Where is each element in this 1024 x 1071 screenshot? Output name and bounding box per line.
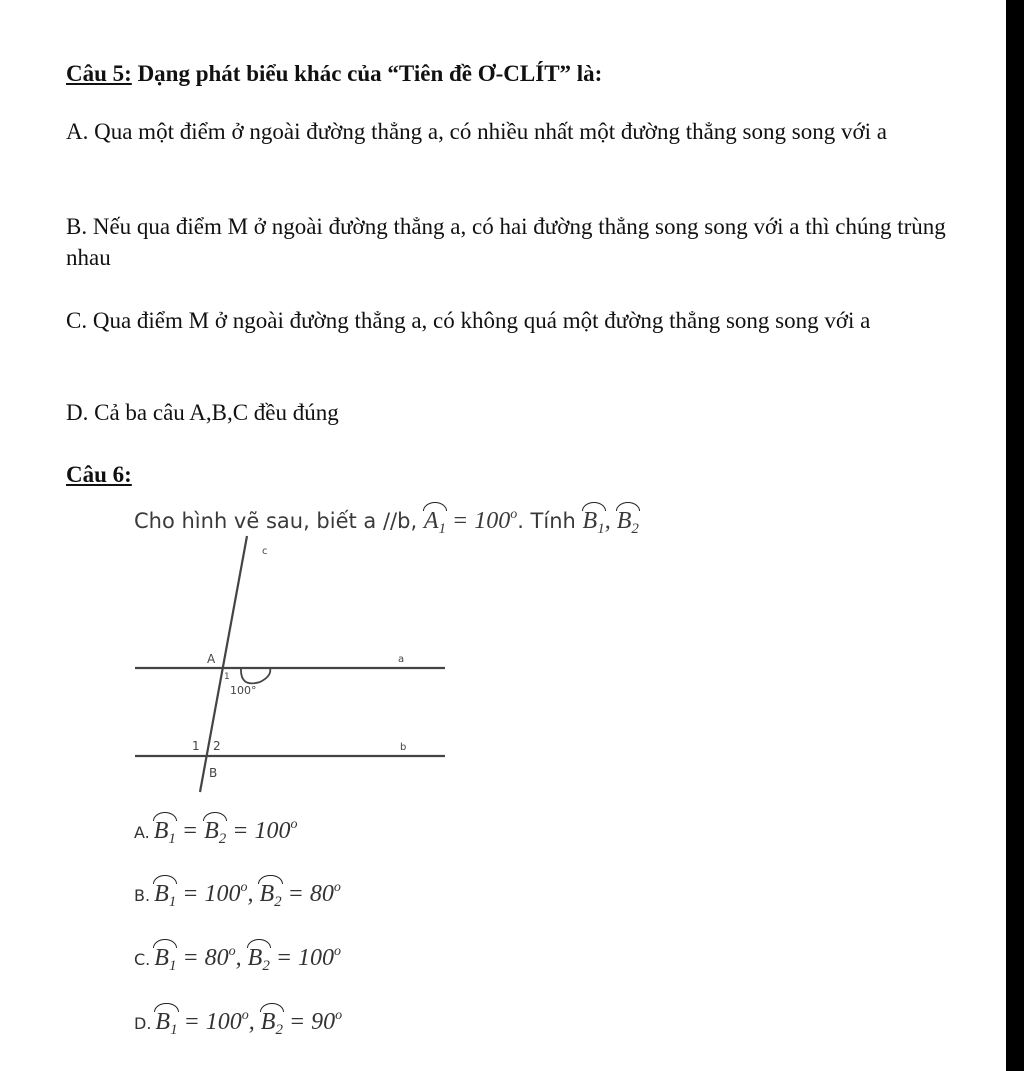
label-angle-1-at-A: 1 xyxy=(224,672,230,682)
label-B1: 1 xyxy=(192,739,200,753)
right-edge-bar xyxy=(1006,0,1024,1071)
stem-text: Cho hình vẽ sau, biết a //b, xyxy=(134,509,418,533)
question-6-stem: Cho hình vẽ sau, biết a //b, $A_1 = 100^o$. Tính $B_1$, $B_2$ xyxy=(134,502,639,538)
question-5-heading xyxy=(66,58,602,89)
q6-answer-d: D. $B_1 = 100^o$, $B_2 = 90^o$ xyxy=(134,1003,342,1039)
label-A: A xyxy=(207,652,216,666)
q6-answer-b: B. $B_1 = 100^o$, $B_2 = 80^o$ xyxy=(134,875,341,911)
q6-answer-c: C. $B_1 = 80^o$, $B_2 = 100^o$ xyxy=(134,939,341,975)
label-a: a xyxy=(398,654,405,665)
q5-option-c: C. Qua điểm M ở ngoài đường thẳng a, có không quá một đường thẳng song song với a xyxy=(66,308,871,333)
q5-option-b: B. Nếu qua điểm M ở ngoài đường thẳng a, có hai đường thẳng song song với a thì chúng trùng nhau xyxy=(66,214,946,270)
label-100-degrees: 100° xyxy=(230,684,257,697)
q5-option-a: A. Qua một điểm ở ngoài đường thẳng a, có nhiều nhất một đường thẳng song song với a xyxy=(66,119,887,144)
question-5-title: Dạng phát biểu khác của “Tiên đề Ơ-CLÍT” là: xyxy=(137,61,603,86)
parallel-lines-diagram xyxy=(120,530,460,800)
q6-answer-a: A. $B_1 = B_2 = 100^o$ xyxy=(134,812,298,848)
angle-a1-arc xyxy=(241,668,270,683)
question-6-label: Câu 6: xyxy=(66,462,132,487)
label-B2: 2 xyxy=(213,739,221,753)
label-b: b xyxy=(400,742,407,753)
label-B: B xyxy=(209,766,218,780)
q5-option-d: D. Cả ba câu A,B,C đều đúng xyxy=(66,400,339,425)
question-5-label: Câu 5: xyxy=(66,61,132,86)
label-c: c xyxy=(262,546,268,557)
question-6-heading xyxy=(66,459,132,490)
